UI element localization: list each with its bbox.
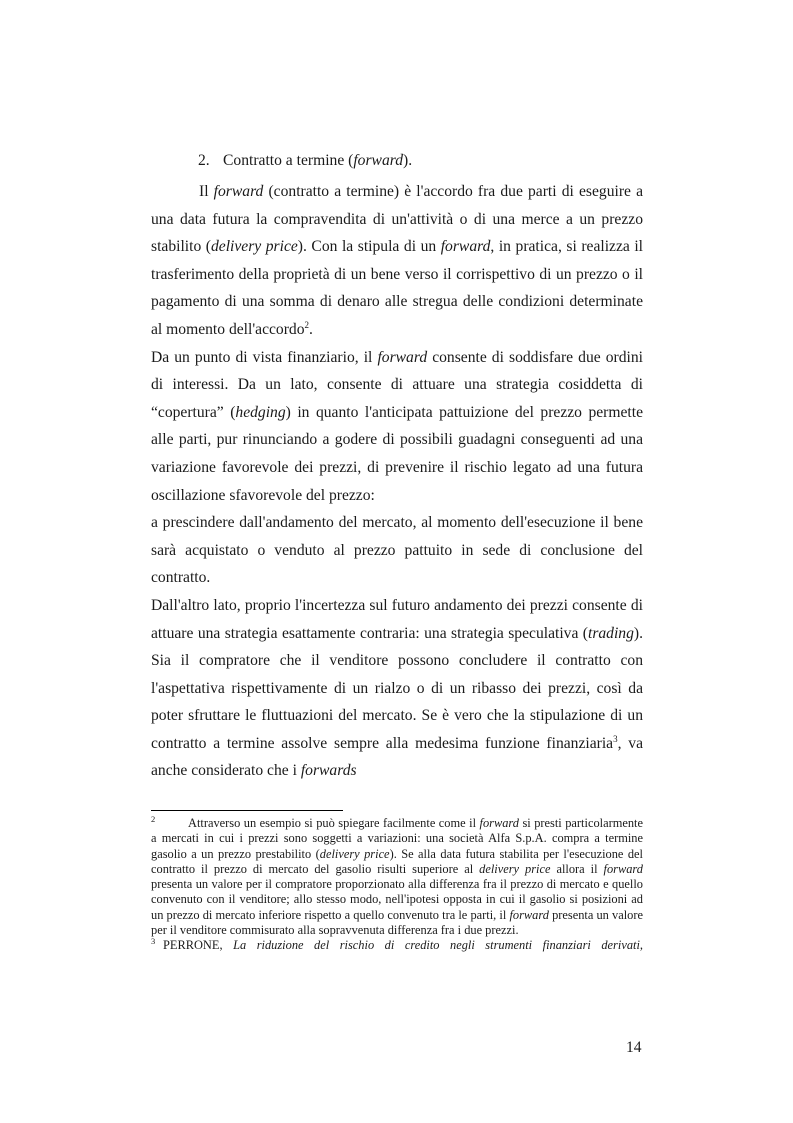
section-heading: 2. Contratto a termine (forward). xyxy=(198,150,412,172)
footnote-ref-2: 2 xyxy=(304,319,309,330)
footnote-2: 2 Attraverso un esempio si può spiegare facilmente come il forward si presti particolarmente a mercati in cui i prezzi sono soggetti a variazioni: una società Alfa S.p.A. compra a termine gasolio a un prezzo prestabilito (delivery price). Se alla data futura stabilita per l'esecuzione del contratto il prezzo di mercato del gasolio risulti superiore al delivery price allora il forward presenta un valore per il compratore proporzionato alla differenza fra il prezzo di mercato e quello convenuto con il venditore; allo stesso modo, nell'ipotesi opposta in cui il gasolio si posizioni ad un prezzo di mercato inferiore rispetto a quello convenuto tra le parti, il forward presenta un valore per il venditore commisurato alla sopravvenuta differenza fra i due prezzi. xyxy=(151,814,643,938)
body-text xyxy=(151,178,643,785)
footnote-ref-3: 3 xyxy=(613,733,618,744)
section-number: 2. xyxy=(198,152,210,169)
paragraph-forward-definition: Il forward (contratto a termine) è l'accordo fra due parti di eseguire a una data futura la compravendita di un'attività o di una merce a un prezzo stabilito (delivery price). Con la stipula di un forward, in pratica, si realizza il trasferimento della proprietà di un bene verso il corrispettivo di un prezzo o il pagamento di una somma di denaro alle stregua delle condizioni determinate al momento dell'accordo$^2$. xyxy=(151,183,643,338)
paragraph-trading: Dall'altro lato, proprio l'incertezza sul futuro andamento dei prezzi consente di attuare una strategia esattamente contraria: una strategia speculativa (trading). Sia il compratore che il venditore possono concludere il contratto con l'aspettativa rispettivamente di un rialzo o di un ribasso dei prezzi, così da poter sfruttare le fluttuazioni del mercato. Se è vero che la stipulazione di un contratto a termine assolve sempre alla medesima funzione finanziaria$^3$, va anche considerato che i forwards xyxy=(151,596,644,780)
page-number: 14 xyxy=(626,1039,642,1056)
paragraph-market-independence: a prescindere dall'andamento del mercato, al momento dell'esecuzione il bene sarà acquistato o venduto al prezzo pattuito in sede di conclusione del contratto. xyxy=(151,514,643,587)
paragraph-hedging: Da un punto di vista finanziario, il forward consente di soddisfare due ordini di interessi. Da un lato, consente di attuare una strategia cosiddetta di “copertura” (hedging) in quanto l'anticipata pattuizione del prezzo permette alle parti, pur rinunciando a godere di possibili guadagni conseguenti ad una variazione favorevole dei prezzi, di prevenire il rischio legato ad una futura oscillazione sfavorevole del prezzo: xyxy=(151,348,644,504)
footnote-3: 3 PERRONE, La riduzione del rischio di credito negli strumenti finanziari derivati, xyxy=(151,936,643,953)
footnotes xyxy=(151,816,643,954)
footnote-separator xyxy=(151,810,343,811)
